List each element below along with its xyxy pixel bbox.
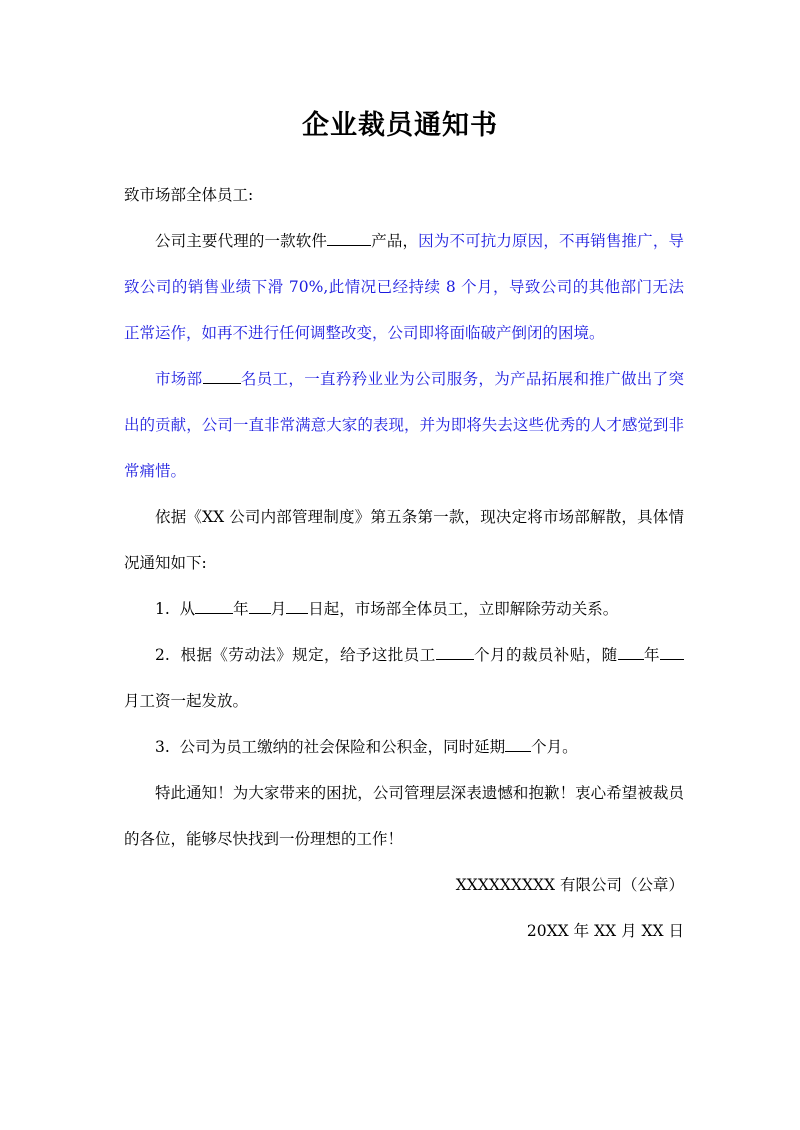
text: 年 [233,600,249,618]
text: 月工资一起发放。 [124,692,249,710]
item-number: 2. [155,646,170,664]
paragraph-decision: 依据《XX 公司内部管理制度》第五条第一款，现决定将市场部解散，具体情况通知如下: [124,508,684,572]
blank-months-compensation [436,643,474,660]
blank-product-name [327,229,371,246]
text: 年 [643,646,660,664]
text: 产品， [371,232,419,250]
company-signature: XXXXXXXXX 有限公司（公章） [455,876,684,894]
text: 日起，市场部全体员工，立即解除劳动关系。 [308,600,619,618]
text: 市场部 [155,370,203,388]
text: 个月的裁员补贴，随 [473,646,618,664]
item-number: 1. [155,600,170,618]
list-item-3 [124,724,684,770]
text: 根据《劳动法》规定，给予这批员工 [180,646,436,664]
text: 公司主要代理的一款软件 [155,232,328,250]
paragraph-product [124,218,684,356]
document-date: 20XX 年 XX 月 XX 日 [526,922,684,940]
item-number: 3. [155,738,170,756]
paragraph-closing: 特此通知！为大家带来的困扰，公司管理层深表遗憾和抱歉！衷心希望被裁员的各位，能够尽快找到一份理想的工作！ [124,784,684,848]
blank-month [660,643,684,660]
text: 月 [270,600,287,618]
blank-employee-count [203,367,241,384]
document-body [124,172,684,954]
paragraph-department [124,356,684,494]
salutation: 致市场部全体员工: [124,186,254,204]
list-item-2 [124,632,684,724]
highlighted-text: 因为不可抗力原因，不再销售推广，导致公司的销售业绩下滑 70%,此情况已经持续 8 个月，导致公司的其他部门无法正常运作，如再不进行任何调整改变，公司即将面临破产倒闭的困境。 [124,232,684,342]
text: 个月。 [531,738,578,756]
text: 名员工，一直矜矜业业为公司服务，为产品拓展和推广做出了突出的贡献，公司一直非常满意大家的表现，并为即将失去这些优秀的人才感觉到非常痛惜。 [124,370,684,480]
blank-year [195,597,233,614]
list-item-1 [124,586,684,632]
text: 公司为员工缴纳的社会保险和公积金，同时延期 [179,738,506,756]
document-title: 企业裁员通知书 [302,110,498,141]
blank-day [286,597,308,614]
blank-months-extension [505,735,531,752]
text: 从 [179,600,196,618]
blank-year [618,643,644,660]
blank-month [249,597,271,614]
